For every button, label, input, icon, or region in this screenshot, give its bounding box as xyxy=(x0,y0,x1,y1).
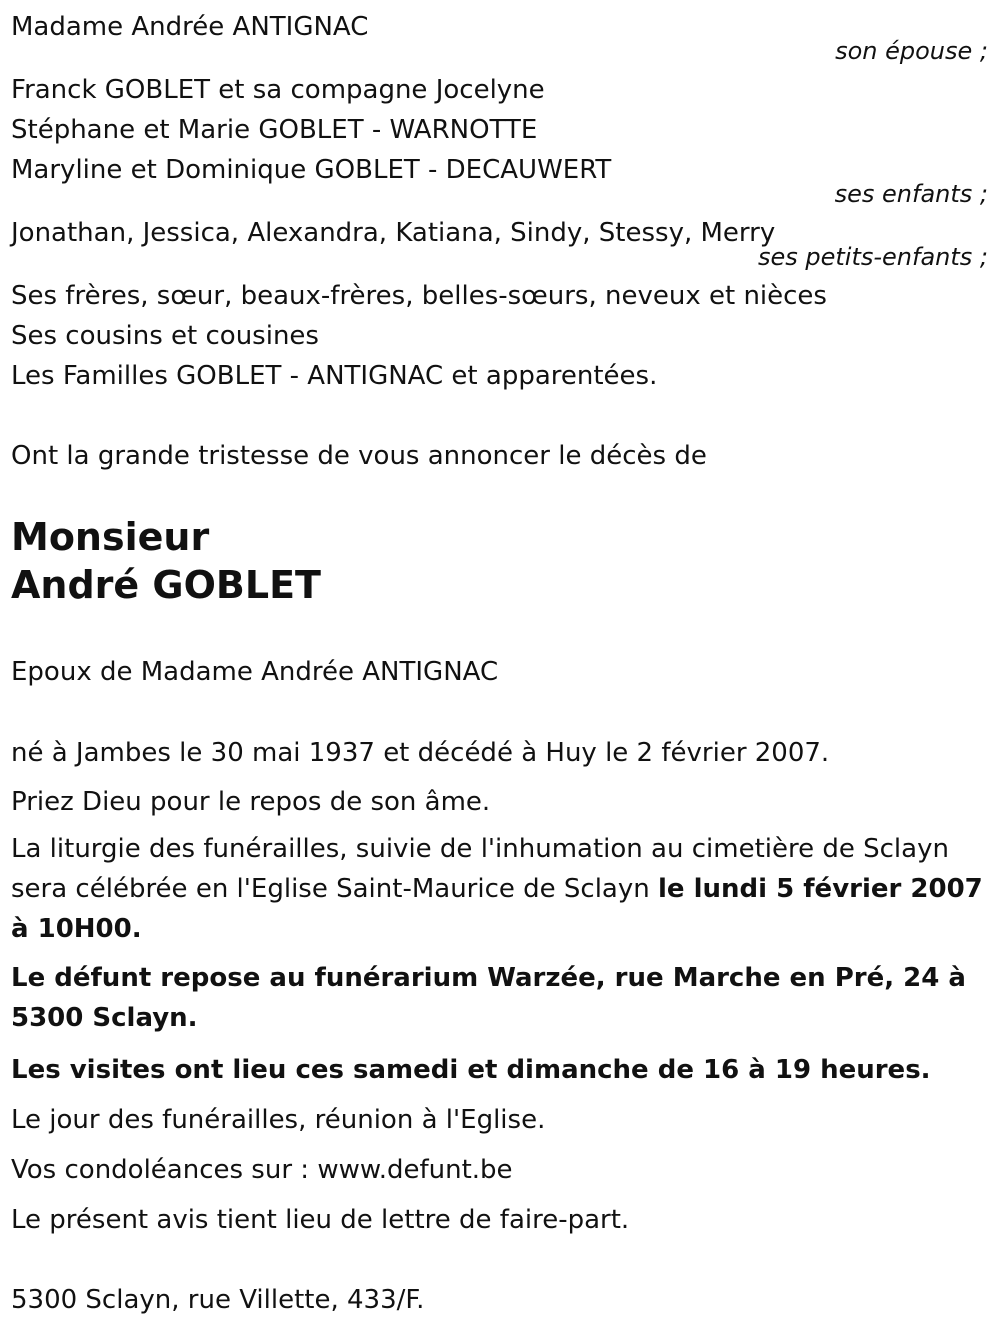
spouse-note: Epoux de Madame Andrée ANTIGNAC xyxy=(11,657,499,687)
relatives-line-3: Les Familles GOBLET - ANTIGNAC et apparentées. xyxy=(11,361,658,391)
child-line-1: Franck GOBLET et sa compagne Jocelyne xyxy=(11,75,545,105)
birth-death-text: né à Jambes le 30 mai 1937 et décédé à Huy le 2 février 2007. xyxy=(11,738,830,768)
prayer-text: Priez Dieu pour le repos de son âme. xyxy=(11,787,491,817)
funerarium-text: Le défunt repose au funérarium Warzée, rue Marche en Pré, 24 à 5300 Sclayn. xyxy=(11,963,966,1033)
child-line-2: Stéphane et Marie GOBLET - WARNOTTE xyxy=(11,115,538,145)
deceased-name: André GOBLET xyxy=(11,563,321,607)
relatives-line-2: Ses cousins et cousines xyxy=(11,321,319,351)
notice-text: Le présent avis tient lieu de lettre de faire-part. xyxy=(11,1205,630,1235)
announcement-text: Ont la grande tristesse de vous annoncer le décès de xyxy=(11,441,707,471)
child-line-3: Maryline et Dominique GOBLET - DECAUWERT xyxy=(11,155,612,185)
liturgy-date: le lundi 5 février 2007 à 10H00. xyxy=(11,874,983,944)
address-text: 5300 Sclayn, rue Villette, 433/F. xyxy=(11,1285,425,1315)
meeting-text: Le jour des funérailles, réunion à l'Eglise. xyxy=(11,1105,546,1135)
grandchildren-names: Jonathan, Jessica, Alexandra, Katiana, Sindy, Stessy, Merry xyxy=(11,218,776,248)
condolences-text: Vos condoléances sur : www.defunt.be xyxy=(11,1155,513,1185)
spouse-name: Madame Andrée ANTIGNAC xyxy=(11,12,369,42)
visits-text: Les visites ont lieu ces samedi et dimanche de 16 à 19 heures. xyxy=(11,1055,931,1085)
spouse-role: son épouse ; xyxy=(835,37,988,65)
liturgy-text: La liturgie des funérailles, suivie de l'inhumation au cimetière de Sclayn sera célébrée en l'Eglise Saint-Maurice de Sclayn xyxy=(11,834,949,904)
liturgy-paragraph xyxy=(11,829,991,949)
children-role: ses enfants ; xyxy=(834,180,988,208)
grandchildren-role: ses petits-enfants ; xyxy=(757,243,988,271)
deceased-honorific: Monsieur xyxy=(11,515,210,559)
relatives-line-1: Ses frères, sœur, beaux-frères, belles-sœurs, neveux et nièces xyxy=(11,281,827,311)
